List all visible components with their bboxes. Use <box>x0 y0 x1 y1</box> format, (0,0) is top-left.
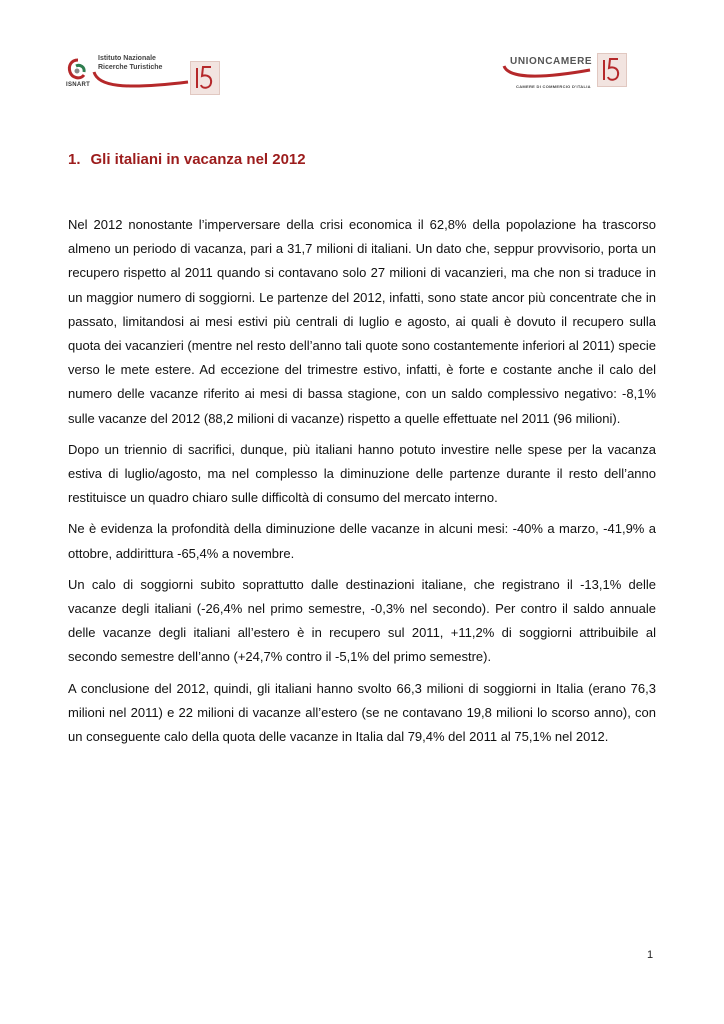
section-number: 1. <box>68 151 81 168</box>
paragraph: A conclusione del 2012, quindi, gli italiani hanno svolto 66,3 milioni di soggiorni in Italia (erano 76,3 milioni nel 2011) e 22 milioni di vacanze all’estero (se ne contavano 19,8 milioni lo scorso anno), con un conseguente calo della quota delle vacanze in Italia dal 79,4% del 2011 al 75,1% nel 2012. <box>68 680 656 745</box>
paragraph: Un calo di soggiorni subito soprattutto dalle destinazioni italiane, che registrano il -13,1% delle vacanze degli italiani (-26,4% nel primo semestre, -0,3% nel secondo). Per contro il saldo annuale delle vacanze degli italiani all’estero è in recupero sul 2011, +11,2% di soggiorni attribuibile al secondo semestre dell’anno (+24,7% contro il -5,1% del primo semestre). <box>68 576 656 665</box>
unioncamere-subtitle: CAMERE DI COMMERCIO D'ITALIA <box>516 84 591 89</box>
section-title-text: Gli italiani in vacanza nel 2012 <box>90 151 306 168</box>
page-number: 1 <box>647 949 654 961</box>
anniversary-150-emblem-icon <box>597 53 627 87</box>
isnart-name-line2: Ricerche Turistiche <box>98 64 163 71</box>
unioncamere-logo <box>500 50 600 92</box>
swoosh-icon <box>92 70 190 92</box>
isnart-mark-icon <box>66 58 90 84</box>
body-text <box>68 213 656 756</box>
page-header <box>0 0 724 110</box>
isnart-name-line1: Istituto Nazionale <box>98 55 156 62</box>
swoosh-icon <box>500 62 592 80</box>
paragraph: Dopo un triennio di sacrifici, dunque, più italiani hanno potuto investire nelle spese per la vacanza estiva di luglio/agosto, ma nel complesso la diminuzione delle partenze durante il resto dell’anno restituisce un quadro chiaro sulle difficoltà di consumo del mercato interno. <box>68 441 656 506</box>
section-heading <box>68 151 306 168</box>
paragraph: Ne è evidenza la profondità della diminuzione delle vacanze in alcuni mesi: -40% a marzo, -41,9% a ottobre, addirittura -65,4% a novembre. <box>68 521 656 561</box>
paragraph: Nel 2012 nonostante l’imperversare della crisi economica il 62,8% della popolazione ha trascorso almeno un periodo di vacanza, pari a 31,7 milioni di italiani. Un dato che, seppur provvisorio, porta un recupero rispetto al 2011 quando si contavano solo 27 milioni di vacanzieri, ma che non si traduce in un maggior numero di soggiorni. Le partenze del 2012, infatti, sono state ancor più concentrate che in passato, limitandosi ai mesi estivi più centrali di luglio e agosto, ai quali è dovuto il recupero sulla quota dei vacanzieri (mentre nel resto dell’anno tali quote sono costantemente inferiori al 2011) specie verso le mete estere. Ad eccezione del trimestre estivo, infatti, è forte e costante anche il calo del numero delle vacanze riferito ai mesi di bassa stagione, con un saldo complessivo negativo: -8,1% sulle vacanze del 2012 (88,2 milioni di vacanze) rispetto a quelle effettuate nel 2011 (96 milioni). <box>68 217 656 426</box>
anniversary-150-emblem-icon <box>190 61 220 95</box>
isnart-acronym: ISNART <box>66 82 91 88</box>
unioncamere-name: UNIONCAMERE <box>510 56 593 67</box>
